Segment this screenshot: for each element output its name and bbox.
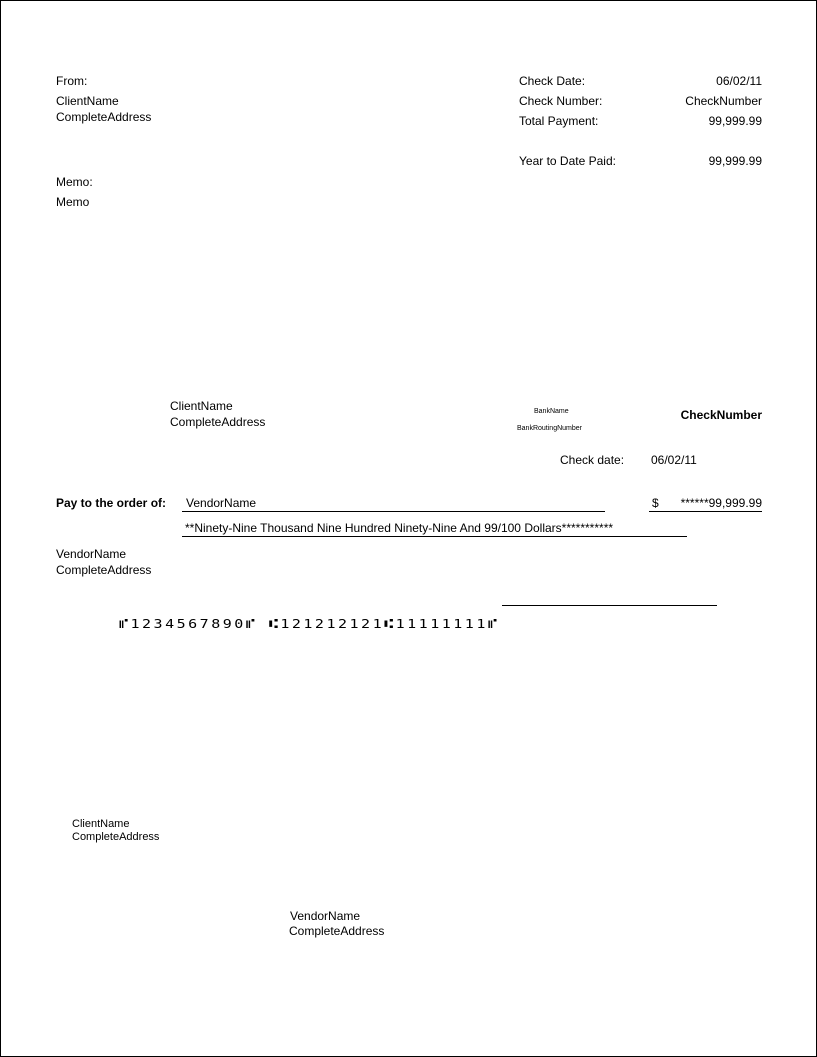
check-client-address: CompleteAddress — [170, 415, 266, 429]
check-number-value: CheckNumber — [685, 94, 762, 108]
currency-symbol: $ — [652, 496, 659, 510]
check-date-value-2: 06/02/11 — [651, 453, 697, 467]
recipient-vendor-address: CompleteAddress — [289, 924, 385, 938]
micr-line: ⑈1234567890⑈ ⑆121212121⑆11111111⑈ — [119, 615, 500, 632]
check-date-label: Check Date: — [519, 74, 586, 88]
recipient-vendor-name: VendorName — [290, 909, 361, 923]
check-vendor-name: VendorName — [56, 547, 127, 561]
from-label: From: — [56, 74, 88, 88]
stub-client-name: ClientName — [56, 94, 119, 108]
check-vendor-address: CompleteAddress — [56, 563, 152, 577]
payee-underline — [182, 511, 605, 512]
check-date-label-2: Check date: — [560, 453, 625, 467]
check-number: CheckNumber — [680, 408, 762, 422]
bank-name: BankName — [534, 408, 569, 415]
memo-value: Memo — [56, 195, 90, 209]
stub-client-address: CompleteAddress — [56, 110, 152, 124]
amount-words-underline — [182, 536, 687, 537]
ytd-value: 99,999.99 — [708, 154, 762, 168]
ytd-label: Year to Date Paid: — [519, 154, 616, 168]
return-client-name: ClientName — [72, 818, 130, 830]
return-client-address: CompleteAddress — [72, 831, 160, 843]
check-amount: ******99,999.99 — [680, 496, 762, 510]
amount-in-words: **Ninety-Nine Thousand Nine Hundred Ninety-Nine And 99/100 Dollars*********** — [185, 521, 614, 535]
memo-label: Memo: — [56, 175, 93, 189]
payee-name: VendorName — [186, 496, 257, 510]
check-client-name: ClientName — [170, 399, 233, 413]
signature-line — [502, 605, 717, 606]
amount-underline — [649, 511, 762, 512]
total-payment-value: 99,999.99 — [708, 114, 762, 128]
total-payment-label: Total Payment: — [519, 114, 599, 128]
check-number-label: Check Number: — [519, 94, 603, 108]
pay-to-label: Pay to the order of: — [56, 496, 167, 510]
bank-routing-number: BankRoutingNumber — [517, 425, 582, 432]
check-date-value: 06/02/11 — [716, 74, 762, 88]
